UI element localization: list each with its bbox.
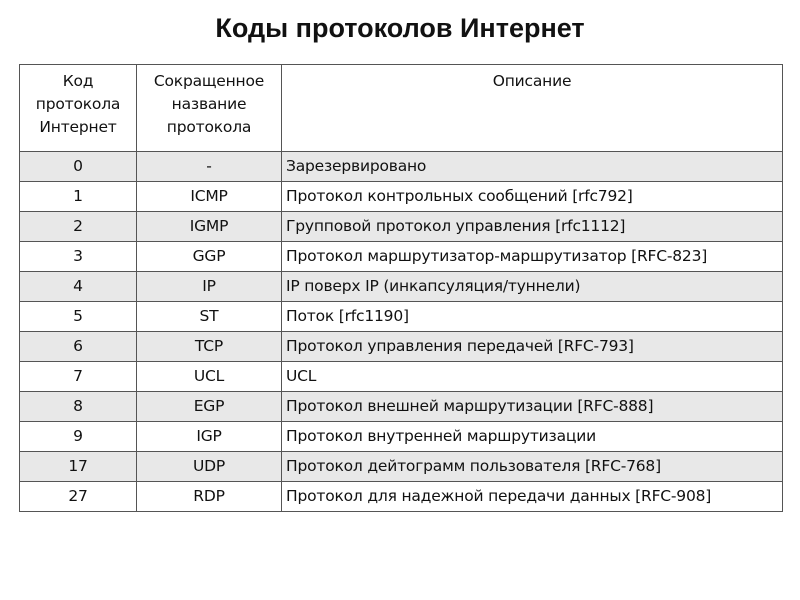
- protocol-code: 2: [20, 212, 137, 242]
- table-row: [20, 212, 783, 242]
- protocol-abbr: IGMP: [137, 212, 282, 242]
- table-row: [20, 242, 783, 272]
- protocol-description: Протокол внешней маршрутизации [RFC-888]: [282, 392, 783, 422]
- table-row: [20, 302, 783, 332]
- protocol-description: Зарезервировано: [282, 152, 783, 182]
- protocol-code: 8: [20, 392, 137, 422]
- protocol-abbr: TCP: [137, 332, 282, 362]
- protocol-code: 17: [20, 452, 137, 482]
- protocol-abbr: EGP: [137, 392, 282, 422]
- protocol-description: Протокол маршрутизатор-маршрутизатор [RFC-823]: [282, 242, 783, 272]
- protocol-code: 9: [20, 422, 137, 452]
- protocol-abbr: IP: [137, 272, 282, 302]
- protocol-abbr: UCL: [137, 362, 282, 392]
- table-row: [20, 392, 783, 422]
- table-row: [20, 482, 783, 512]
- protocol-code: 6: [20, 332, 137, 362]
- protocol-code: 3: [20, 242, 137, 272]
- table-row: [20, 152, 783, 182]
- protocol-abbr: RDP: [137, 482, 282, 512]
- protocol-code: 0: [20, 152, 137, 182]
- protocol-code: 5: [20, 302, 137, 332]
- protocol-abbr: ST: [137, 302, 282, 332]
- protocol-code: 27: [20, 482, 137, 512]
- protocol-description: Протокол для надежной передачи данных [RFC-908]: [282, 482, 783, 512]
- header-abbr-line-1: Сокращенное: [153, 72, 265, 90]
- protocol-description: Протокол контрольных сообщений [rfc792]: [282, 182, 783, 212]
- header-code-line-3: Интернет: [39, 118, 117, 136]
- header-short-name: [137, 65, 282, 152]
- protocol-code: 4: [20, 272, 137, 302]
- protocol-description: UCL: [282, 362, 783, 392]
- header-abbr-line-2: название: [171, 95, 247, 113]
- header-protocol-code: [20, 65, 137, 152]
- protocol-code: 7: [20, 362, 137, 392]
- protocol-codes-table: [19, 64, 783, 512]
- header-code-line-1: Код: [62, 72, 94, 90]
- header-abbr-line-3: протокола: [166, 118, 252, 136]
- table-row: [20, 332, 783, 362]
- protocol-abbr: IGP: [137, 422, 282, 452]
- protocol-abbr: -: [137, 152, 282, 182]
- protocol-description: Поток [rfc1190]: [282, 302, 783, 332]
- table-header-row: [20, 65, 783, 152]
- protocol-code: 1: [20, 182, 137, 212]
- table-row: [20, 272, 783, 302]
- table-row: [20, 422, 783, 452]
- protocol-description: Групповой протокол управления [rfc1112]: [282, 212, 783, 242]
- protocol-description: Протокол внутренней маршрутизации: [282, 422, 783, 452]
- protocol-description: Протокол управления передачей [RFC-793]: [282, 332, 783, 362]
- table-row: [20, 362, 783, 392]
- page-title: Коды протоколов Интернет: [215, 13, 585, 43]
- header-description: [282, 65, 783, 152]
- protocol-description: Протокол дейтограмм пользователя [RFC-768]: [282, 452, 783, 482]
- table-body: [20, 152, 783, 512]
- header-desc-line-1: Описание: [492, 72, 572, 90]
- protocol-abbr: ICMP: [137, 182, 282, 212]
- header-code-line-2: протокола: [35, 95, 121, 113]
- table-row: [20, 452, 783, 482]
- table-row: [20, 182, 783, 212]
- protocol-abbr: UDP: [137, 452, 282, 482]
- protocol-description: IP поверх IP (инкапсуляция/туннели): [282, 272, 783, 302]
- protocol-abbr: GGP: [137, 242, 282, 272]
